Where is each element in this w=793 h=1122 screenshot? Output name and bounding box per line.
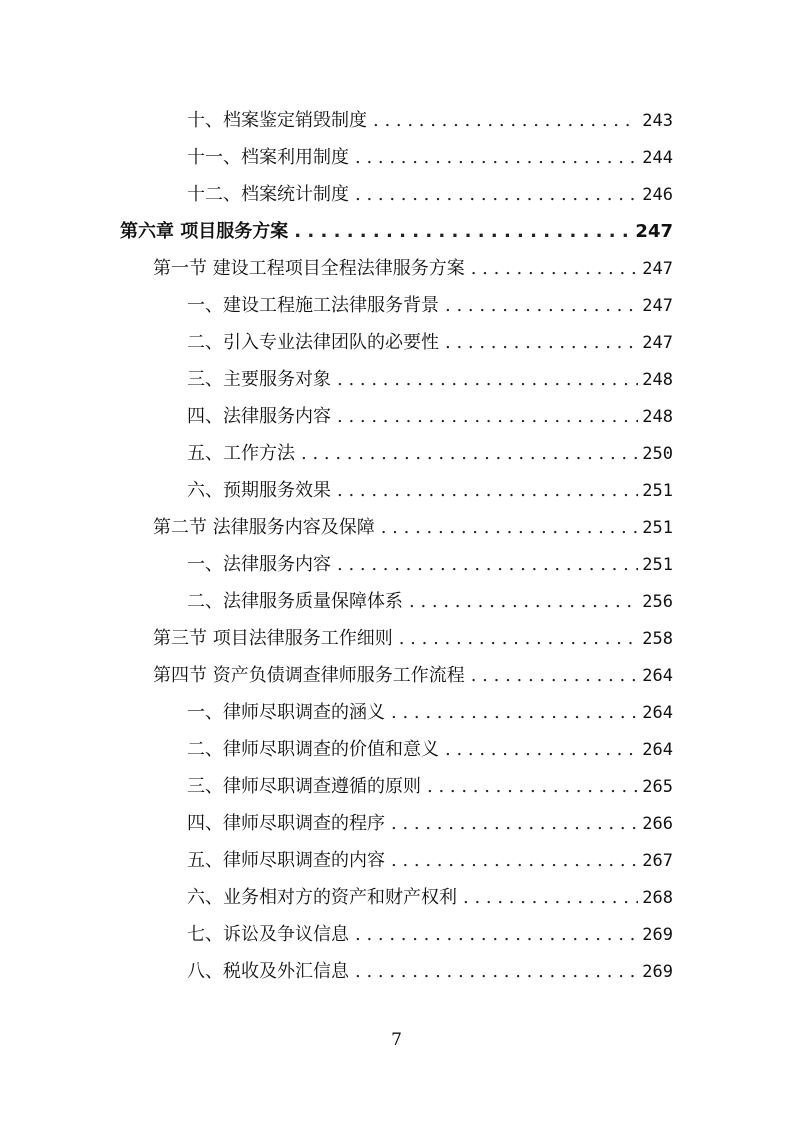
toc-entry-page: 264 [642, 703, 673, 723]
toc-entry-page: 251 [642, 481, 673, 501]
dot-leader [471, 662, 639, 690]
toc-entry-page: 264 [642, 666, 673, 686]
toc-entry[interactable] [187, 810, 673, 838]
toc-entry[interactable] [187, 921, 673, 949]
dot-leader [391, 847, 638, 875]
toc-entry-page: 267 [642, 851, 673, 871]
toc-entry-title: 二、律师尽职调查的价值和意义 [187, 739, 439, 760]
toc-entry-title: 十一、档案利用制度 [187, 147, 349, 168]
dot-leader [445, 736, 638, 764]
dot-leader [381, 514, 639, 542]
dot-leader [337, 551, 638, 579]
toc-entry[interactable] [187, 884, 673, 912]
toc-entry-page: 248 [642, 370, 673, 390]
toc-entry[interactable] [187, 181, 673, 209]
toc-entry[interactable] [187, 366, 673, 394]
toc-entry-title: 三、主要服务对象 [187, 369, 331, 390]
toc-entry-title: 第一节 建设工程项目全程法律服务方案 [153, 258, 465, 279]
toc-entry-page: 251 [642, 518, 673, 538]
toc-entry-title: 第六章 项目服务方案 [120, 221, 289, 242]
toc-entry[interactable] [187, 847, 673, 875]
toc-entry-title: 十二、档案统计制度 [187, 184, 349, 205]
toc-entry-title: 一、律师尽职调查的涵义 [187, 702, 385, 723]
dot-leader [355, 921, 638, 949]
toc-section-entry[interactable] [153, 514, 673, 542]
toc-entry-title: 四、律师尽职调查的程序 [187, 813, 385, 834]
toc-entry-title: 六、业务相对方的资产和财产权利 [187, 887, 457, 908]
toc-entry-title: 三、律师尽职调查遵循的原则 [187, 776, 421, 797]
toc-entry-title: 四、法律服务内容 [187, 406, 331, 427]
toc-entry-page: 265 [642, 777, 673, 797]
toc-chapter-entry[interactable] [120, 218, 673, 246]
toc-entry[interactable] [187, 958, 673, 986]
toc-entry-page: 269 [642, 962, 673, 982]
toc-entry-title: 第二节 法律服务内容及保障 [153, 517, 375, 538]
toc-entry-page: 248 [642, 407, 673, 427]
dot-leader [471, 255, 639, 283]
toc-entry[interactable] [187, 477, 673, 505]
toc-entry-page: 268 [642, 888, 673, 908]
dot-leader [427, 773, 638, 801]
dot-leader [409, 588, 638, 616]
toc-entry-title: 二、法律服务质量保障体系 [187, 591, 403, 612]
toc-entry-page: 247 [642, 259, 673, 279]
toc-section-entry[interactable] [153, 625, 673, 653]
toc-section-entry[interactable] [153, 662, 673, 690]
toc-entry-page: 243 [642, 111, 673, 131]
toc-entry-title: 一、法律服务内容 [187, 554, 331, 575]
toc-entry-page: 244 [642, 148, 673, 168]
toc-entry-title: 第三节 项目法律服务工作细则 [153, 628, 393, 649]
toc-entry-title: 五、律师尽职调查的内容 [187, 850, 385, 871]
page-number: 7 [391, 1030, 402, 1050]
toc-entry-page: 247 [642, 333, 673, 353]
toc-entry-title: 第四节 资产负债调查律师服务工作流程 [153, 665, 465, 686]
toc-entry-title: 七、诉讼及争议信息 [187, 924, 349, 945]
toc-entry-page: 264 [642, 740, 673, 760]
dot-leader [445, 292, 638, 320]
toc-entry-page: 251 [642, 555, 673, 575]
toc-section-entry[interactable] [153, 255, 673, 283]
toc-entry[interactable] [187, 736, 673, 764]
toc-entry[interactable] [187, 144, 673, 172]
dot-leader [337, 477, 638, 505]
toc-entry[interactable] [187, 588, 673, 616]
toc-entry-page: 246 [642, 185, 673, 205]
dot-leader [399, 625, 639, 653]
toc-entry-page: 266 [642, 814, 673, 834]
dot-leader [355, 144, 638, 172]
toc-entry[interactable] [187, 403, 673, 431]
toc-entry[interactable] [187, 551, 673, 579]
toc-entry-page: 256 [642, 592, 673, 612]
toc-entry-title: 二、引入专业法律团队的必要性 [187, 332, 439, 353]
toc-entry[interactable] [187, 292, 673, 320]
toc-entry[interactable] [187, 440, 673, 468]
toc-entry-title: 五、工作方法 [187, 443, 295, 464]
toc-entry-page: 250 [642, 444, 673, 464]
dot-leader [337, 366, 638, 394]
toc-entry-page: 247 [642, 296, 673, 316]
toc-entry[interactable] [187, 107, 673, 135]
toc-entry-page: 269 [642, 925, 673, 945]
toc-entry-title: 六、预期服务效果 [187, 480, 331, 501]
toc-entry[interactable] [187, 329, 673, 357]
dot-leader [391, 810, 638, 838]
dot-leader [391, 699, 638, 727]
dot-leader [294, 218, 631, 246]
toc-entry-page: 258 [642, 629, 673, 649]
dot-leader [355, 958, 638, 986]
toc-entry[interactable] [187, 773, 673, 801]
toc-entry-page: 247 [635, 221, 673, 242]
dot-leader [301, 440, 638, 468]
dot-leader [373, 107, 638, 135]
toc-entry-title: 一、建设工程施工法律服务背景 [187, 295, 439, 316]
toc-entry-title: 十、档案鉴定销毁制度 [187, 110, 367, 131]
dot-leader [463, 884, 638, 912]
dot-leader [355, 181, 638, 209]
toc-entry-title: 八、税收及外汇信息 [187, 961, 349, 982]
dot-leader [445, 329, 638, 357]
toc-entry[interactable] [187, 699, 673, 727]
dot-leader [337, 403, 638, 431]
